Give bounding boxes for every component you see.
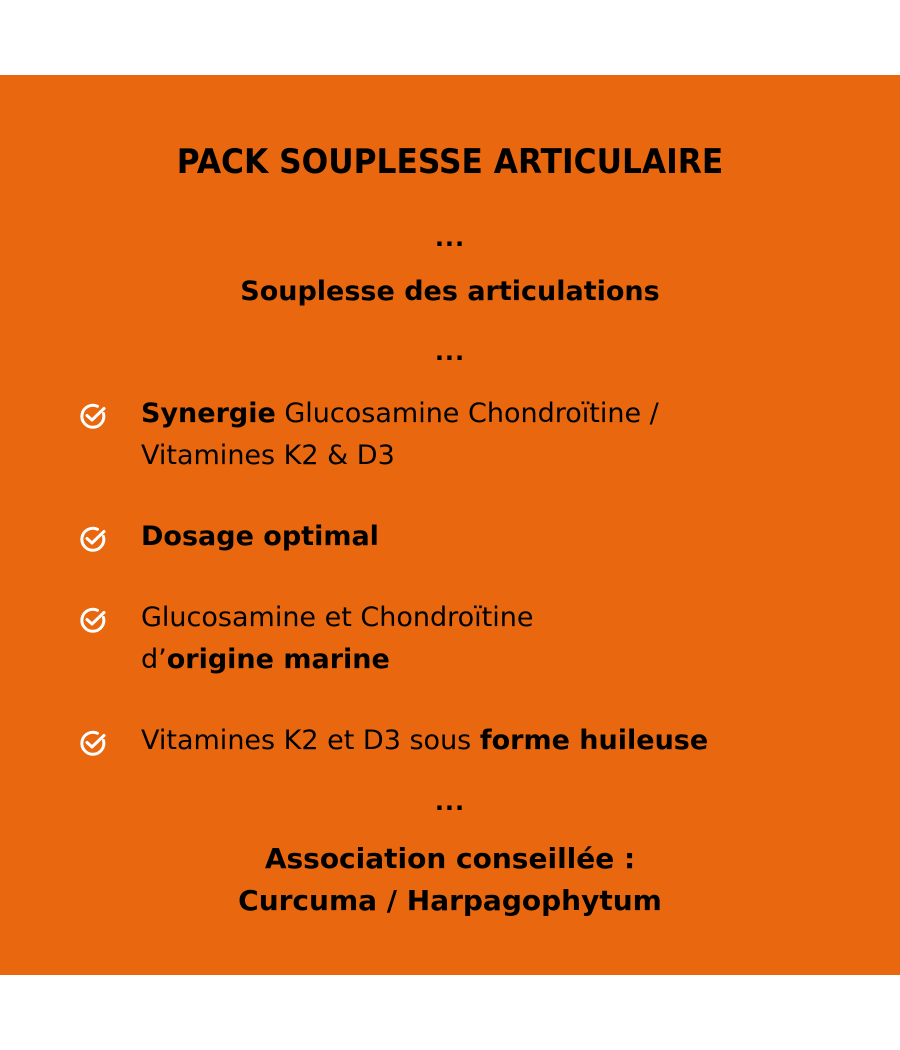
feature-bold: Synergie bbox=[141, 398, 276, 429]
feature-line1: Glucosamine et Chondroïtine bbox=[141, 602, 534, 633]
association-block bbox=[0, 838, 900, 922]
separator-dots-2: ... bbox=[434, 338, 466, 366]
association-line1: Association conseillée : bbox=[264, 842, 636, 875]
feature-line1: Vitamines K2 et D3 sous bbox=[141, 725, 480, 756]
check-circle-icon bbox=[78, 524, 108, 554]
feature-text bbox=[141, 393, 881, 477]
feature-line2: Vitamines K2 & D3 bbox=[141, 440, 395, 471]
feature-text bbox=[141, 516, 881, 558]
feature-text bbox=[141, 720, 881, 762]
feature-bold: forme huileuse bbox=[479, 725, 709, 756]
feature-rest: Glucosamine Chondroïtine / bbox=[275, 398, 659, 429]
page-title bbox=[0, 137, 900, 187]
separator-dots-1: ... bbox=[434, 224, 466, 252]
feature-text bbox=[141, 597, 881, 681]
subtitle: Souplesse des articulations bbox=[240, 276, 660, 307]
feature-bold: Dosage optimal bbox=[141, 521, 379, 552]
feature-bold: origine marine bbox=[166, 644, 390, 675]
page-title-text: PACK SOUPLESSE ARTICULAIRE bbox=[176, 142, 724, 182]
check-circle-icon bbox=[78, 401, 108, 431]
check-circle-icon bbox=[78, 605, 108, 635]
association-line2: Curcuma / Harpagophytum bbox=[238, 884, 662, 917]
separator-dots-3: ... bbox=[434, 788, 466, 816]
feature-prefix: d’ bbox=[141, 644, 167, 675]
check-circle-icon bbox=[78, 728, 108, 758]
